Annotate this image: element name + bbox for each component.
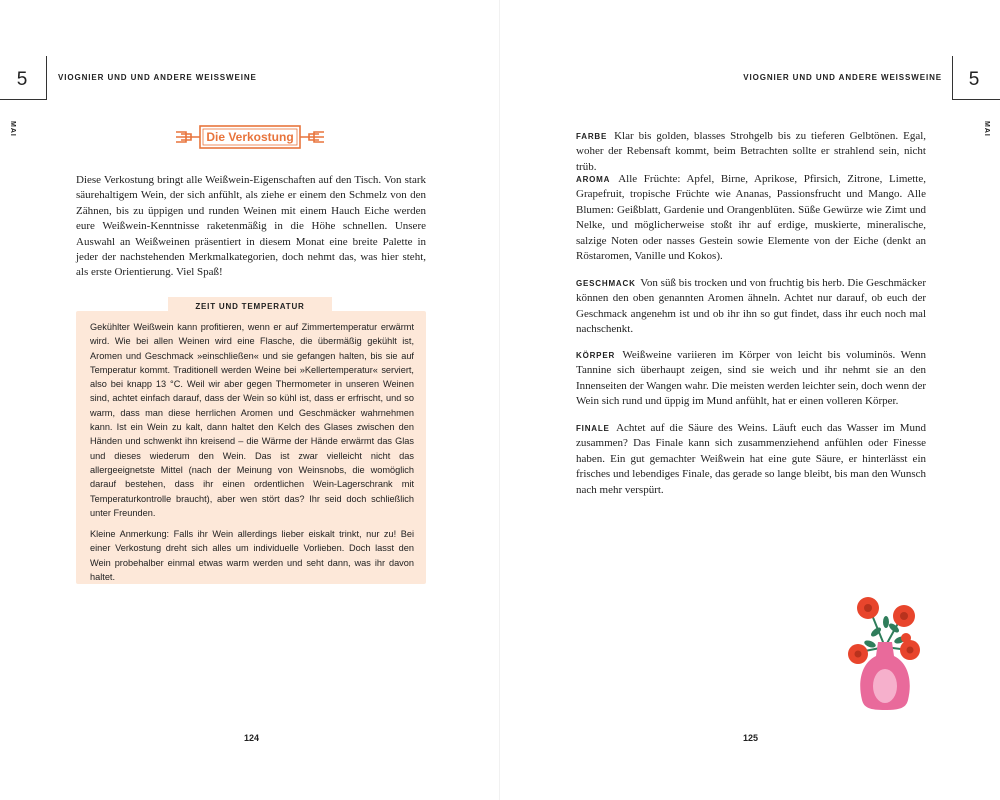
chapter-number: 5 xyxy=(16,69,28,90)
term-label: GESCHMACK xyxy=(576,279,636,288)
section-koerper xyxy=(576,348,926,410)
term-label: KÖRPER xyxy=(576,351,616,360)
info-box-paragraph: Kleine Anmerkung: Falls ihr Wein allerdings lieber eiskalt trinkt, nur zu! Bei einer Verkostung dreht sich alles um individuelle Vorlieben. Doch lasst den Wein probehalber einmal etwas warm werden und seht dann, was ihr davon haltet. xyxy=(90,529,414,583)
intro-paragraph: Diese Verkostung bringt alle Weißwein-Eigenschaften auf den Tisch. Von stark säurehaltigem Wein, der sich anfühlt, als ziehe er einem den Schmelz von den Zähnen, bis zu üppigen und runden Weinen mit einem Hauch Eiche werden eure Weißwein-Kenntnisse raketenmäßig in die Höhe schnellen. Unsere Auswahl an Weißweinen präsentiert in diesem Monat eine breite Palette in jeder der nachstehenden Merkmalkategorien, doch nehmt das, was hier steht, als erste Orientierung. Viel Spaß! xyxy=(76,174,426,279)
month-label: MAI xyxy=(983,121,990,137)
chapter-tab-underline xyxy=(952,99,1000,100)
term-text: Klar bis golden, blasses Strohgelb bis zu tieferen Gelbtönen. Egal, woher der Rebensaft kommt, beim Betrachten sollte er strahlend sein, nicht trüb. xyxy=(576,130,927,173)
info-box-text xyxy=(90,320,414,591)
running-head: VIOGNIER UND UND ANDERE WEISSWEINE xyxy=(743,73,942,82)
info-box-paragraph: Gekühlter Weißwein kann profitieren, wenn er auf Zimmertemperatur erwärmt wird. Wie bei allen Weinen wird eine Flasche, die übermäßig gekühlt ist, Aromen und Geschmack »einschließen« und sie gefangen halten, bis sie auf Temperatur kommt. Traditionell werden Weine bei »Kellertemperatur« serviert, also bei knapp 13 °C. Weil wir aber gegen Thermometer in unseren Weinen sind, achtet einfach darauf, dass der Wein so kühl ist, dass er erfrischt, und so warm, dass man diese herrlichen Aromen und Geschmäcker wahrnehmen kann. Ist ein Wein zu kalt, dann haltet den Kelch des Glases zwischen den Händen und schwenkt ihn kreisend – die Wärme der Hände erwärmt das Glas und dieses wiederum den Wein. Das ist zwar vielleicht nicht das allergeeignetste Mittel (nach der Meinung von Weinsnobs, die womöglich darauf bestehen, dass ihr einen ordentlichen Wein-Lagerschrank mit Temperaturkontrolle braucht), aber wen stört das? Ihr seid doch schließlich unter Freunden. xyxy=(90,322,414,518)
section-aroma xyxy=(576,172,926,264)
section-geschmack xyxy=(576,276,926,338)
chapter-tab-divider xyxy=(952,56,953,100)
chapter-tab-underline xyxy=(0,99,47,100)
running-head: VIOGNIER UND UND ANDERE WEISSWEINE xyxy=(58,73,257,82)
chapter-tab-divider xyxy=(46,56,47,100)
section-heading xyxy=(172,124,328,150)
flower-vase-illustration-icon xyxy=(840,592,930,714)
term-text: Weißweine variieren im Körper von leicht bis voluminös. Wenn Tannine sich überhaupt zeigen, sind sie weich und ihr nehmt sie an den Innenseiten der Wangen wahr. Die meisten werden leichter sein, doch wenn der Wein sich rund und üppig im Mund anfühlt, hat er einen volleren Körper. xyxy=(576,349,926,408)
month-label: MAI xyxy=(9,121,16,137)
page-number: 124 xyxy=(244,733,260,743)
section-farbe xyxy=(576,129,926,175)
chapter-number: 5 xyxy=(968,69,980,90)
term-label: FINALE xyxy=(576,424,610,433)
page-number: 125 xyxy=(743,733,759,743)
right-page xyxy=(500,0,1000,800)
term-text: Achtet auf die Säure des Weins. Läuft euch das Wasser im Mund zusammen? Das Finale kann sich zusammenziehend anfühlen oder Finesse haben. Ein gut gemachter Weißwein hat eine gute Säure, er hinterlässt ein frisches und lebendiges Finale, das gerade so lange bleibt, bis man den Wunsch nach mehr verspürt. xyxy=(576,422,926,496)
term-text: Alle Früchte: Apfel, Birne, Aprikose, Pfirsich, Zitrone, Limette, Grapefruit, tropische Früchte wie Ananas, Passionsfrucht und Mango. Alle Blumen: Geißblatt, Gardenie und Orangenblüten. Süße Gewürze wie Zimt und Nelke, und möglicherweise stoßt ihr auf erdige, muskierte, mineralische, salzige Noten oder nasses Gestein sowie Elemente von der Eiche (denkt an Röstaromen, Vanille und Kokos). xyxy=(576,173,926,263)
section-finale xyxy=(576,421,926,498)
info-box-title: ZEIT UND TEMPERATUR xyxy=(168,297,332,317)
term-text: Von süß bis trocken und von fruchtig bis herb. Die Geschmäcker können den oben genannten Aromen ähneln. Achtet nur darauf, ob euch der Geschmack angenehm ist und ob ihr ihn so gut findet, dass ihr euch noch mal nachschenkt. xyxy=(576,277,926,336)
term-label: FARBE xyxy=(576,132,608,141)
term-label: AROMA xyxy=(576,175,611,184)
page-title: Die Verkostung xyxy=(206,130,294,144)
